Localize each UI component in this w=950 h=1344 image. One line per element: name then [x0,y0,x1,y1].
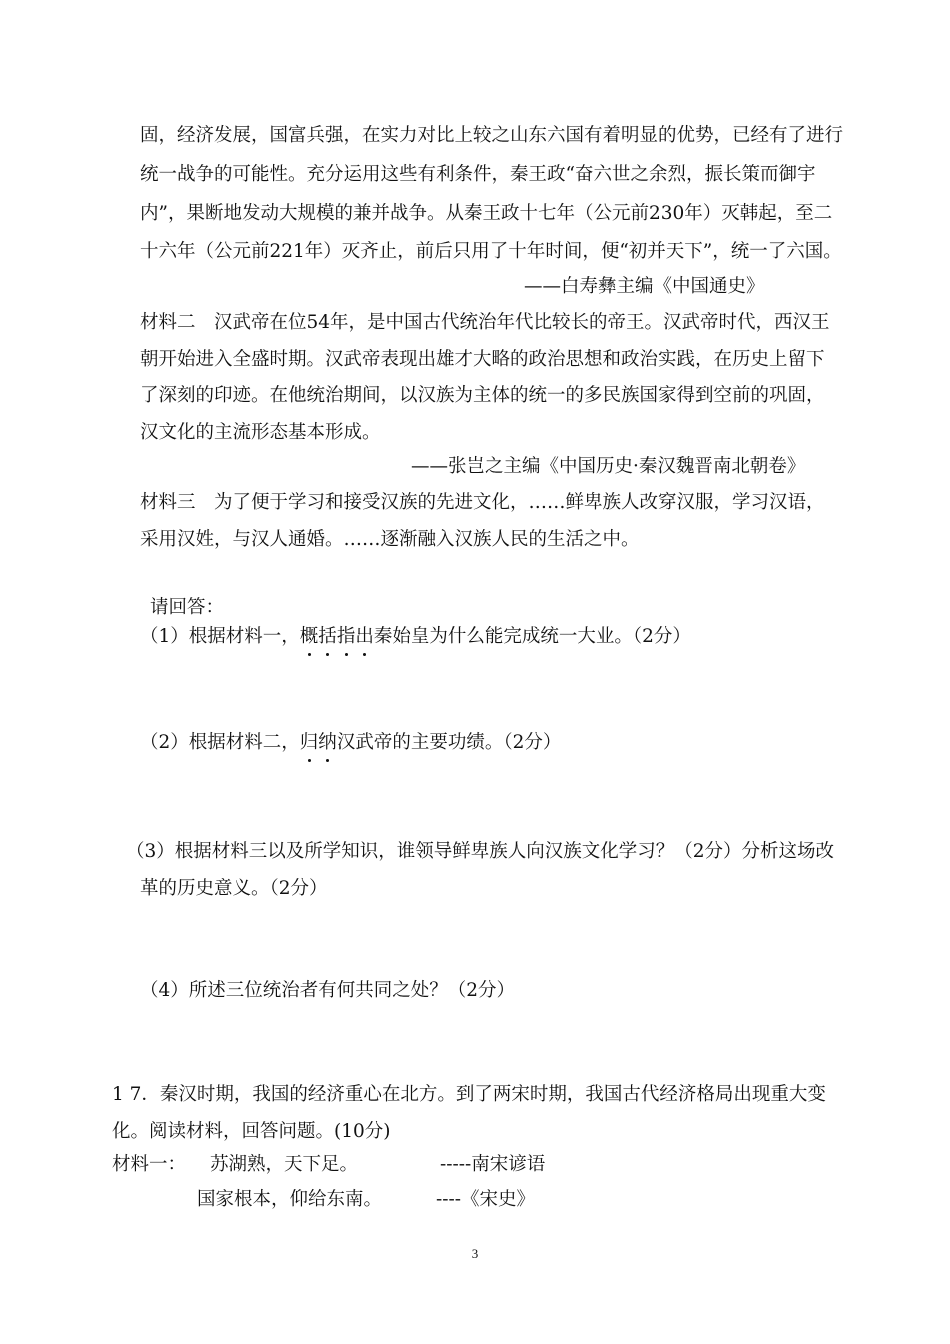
q17-material1-source1: -----南宋谚语 [440,1154,546,1175]
question-1 [140,625,691,649]
material2-line2: 朝开始进入全盛时期。汉武帝表现出雄才大略的政治思想和政治实践，在历史上留下 [140,349,825,370]
q17-material1-text2: 国家根本，仰给东南。 [197,1189,383,1210]
emphasis-char: 概 [299,626,319,647]
material2-line1: 材料二 汉武帝在位54年，是中国古代统治年代比较长的帝王。汉武帝时代，西汉王 [140,312,830,333]
question-3-line2: 革的历史意义。（2分） [140,878,328,899]
page-number: 3 [471,1246,479,1261]
question-17-line2: 化。阅读材料，回答问题。(10分) [112,1121,391,1142]
q17-material1-label: 材料一： [112,1154,187,1175]
q1-suffix: 秦始皇为什么能完成统一大业。（2分） [373,626,691,647]
material3-line2: 采用汉姓，与汉人通婚。……逐渐融入汉族人民的生活之中。 [140,529,640,550]
question-17-line1: 1 7．秦汉时期，我国的经济重心在北方。到了两宋时期，我国古代经济格局出现重大变 [112,1084,826,1105]
question-3-line1: （3）根据材料三以及所学知识，谁领导鲜卑族人向汉族文化学习？（2分）分析这场改 [126,841,835,862]
emphasis-char: 归 [299,732,319,753]
emphasis-char: 纳 [318,732,337,753]
q17-material1-text1: 苏湖熟，天下足。 [210,1154,359,1175]
material1-line3: 内”，果断地发动大规模的兼并战争。从秦王政十七年（公元前230年）灭韩起，至二 [140,203,833,224]
material2-line3: 了深刻的印迹。在他统治期间，以汉族为主体的统一的多民族国家得到空前的巩固， [140,385,825,406]
emphasis-char: 出 [355,626,374,647]
emphasis-char: 指 [336,626,356,647]
emphasis-char: 括 [318,626,337,647]
question-4: （4）所述三位统治者有何共同之处？（2分） [140,980,516,1001]
material2-source: ——张岂之主编《中国历史·秦汉魏晋南北朝卷》 [411,456,806,477]
answer-prompt: 请回答： [150,597,225,618]
question-2 [140,731,561,755]
material1-source: ——白寿彝主编《中国通史》 [524,276,765,297]
q2-prefix: （2）根据材料二， [140,732,300,753]
material3-line1: 材料三 为了便于学习和接受汉族的先进文化，……鲜卑族人改穿汉服，学习汉语， [140,492,825,513]
material1-line2: 统一战争的可能性。充分运用这些有利条件，秦王政“奋六世之余烈，振长策而御宇 [140,164,816,185]
material1-line4: 十六年（公元前221年）灭齐止，前后只用了十年时间，便“初并天下”，统一了六国。 [140,241,842,262]
q2-suffix: 汉武帝的主要功绩。（2分） [336,732,562,753]
material1-line1: 固，经济发展，国富兵强，在实力对比上较之山东六国有着明显的优势，已经有了进行 [140,125,844,146]
q1-prefix: （1）根据材料一， [140,626,300,647]
q17-material1-source2: ----《宋史》 [436,1189,536,1210]
material2-line4: 汉文化的主流形态基本形成。 [140,422,381,443]
